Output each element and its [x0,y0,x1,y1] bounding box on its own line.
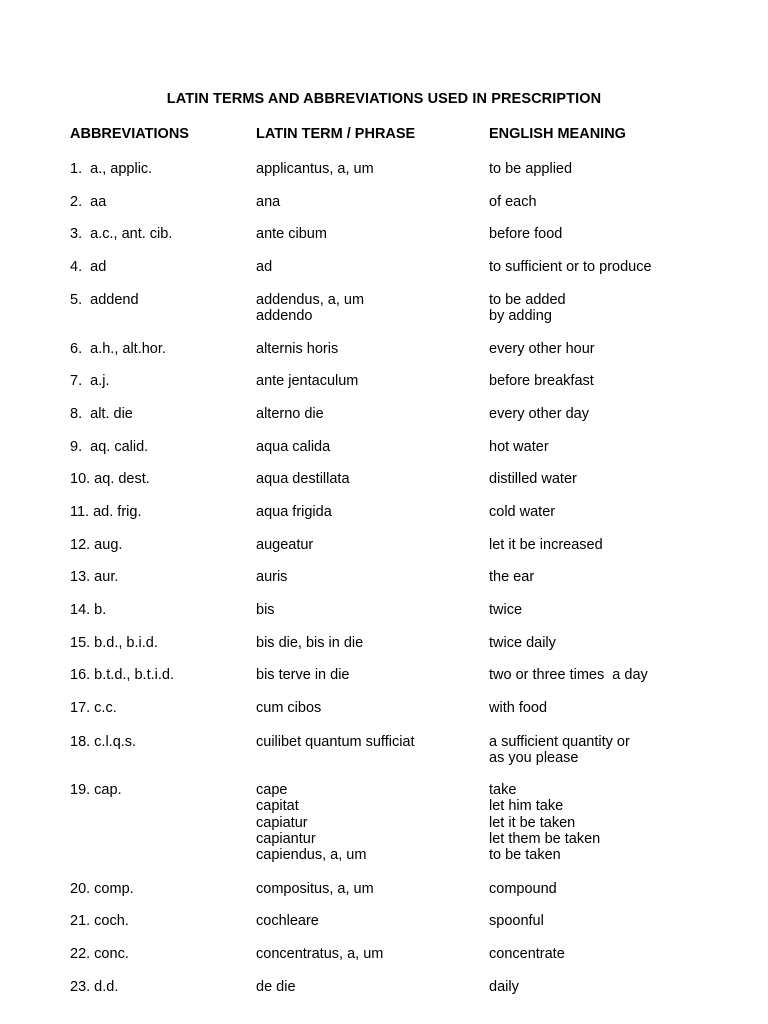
abbreviation-cell: 15. b.d., b.i.d. [70,635,158,651]
latin-term-cell-line: ana [256,194,281,210]
english-meaning-cell [489,667,648,683]
abbreviation-cell: 4. ad [70,259,107,275]
english-meaning-cell-line: with food [489,700,548,716]
english-meaning-cell [489,569,534,585]
header-latin-term: LATIN TERM / PHRASE [256,126,416,142]
english-meaning-cell [489,700,547,716]
abbreviation-cell: 3. a.c., ant. cib. [70,226,173,242]
english-meaning-cell [489,782,600,863]
abbreviation-cell: 14. b. [70,602,107,618]
english-meaning-cell [489,635,556,651]
english-meaning-cell-line: to be taken [489,847,561,864]
latin-term-cell-line: cochleare [256,913,319,929]
english-meaning-cell [489,881,557,897]
english-meaning-cell-line: every other day [489,406,589,422]
english-meaning-cell-line: twice daily [489,635,556,651]
latin-term-cell-line: ad [256,259,273,275]
english-meaning-cell-line: of each [489,194,537,210]
english-meaning-cell [489,373,594,389]
latin-term-cell-line: aqua calida [256,439,331,455]
abbreviation-cell: 9. aq. calid. [70,439,149,455]
abbreviation-cell: 11. ad. frig. [70,504,142,520]
latin-term-cell [256,341,338,357]
english-meaning-cell-line: twice [489,602,523,618]
english-meaning-cell [489,341,595,357]
latin-term-cell-line: capiantur [256,830,316,847]
latin-term-cell-line: cape [256,782,288,798]
abbreviation-cell: 6. a.h., alt.hor. [70,341,166,357]
english-meaning-cell-line: as you please [489,750,579,767]
abbreviation-cell: 13. aur. [70,569,119,585]
page-title: LATIN TERMS AND ABBREVIATIONS USED IN PRESCRIPTION [166,91,602,107]
english-meaning-cell-line: daily [489,979,519,995]
english-meaning-cell-line: take [489,782,517,798]
latin-term-cell [256,881,374,897]
english-meaning-cell [489,292,566,325]
latin-term-cell [256,734,415,750]
latin-term-cell-line: auris [256,569,288,585]
abbreviation-cell: 19. cap. [70,782,122,798]
abbreviation-cell: 17. c.c. [70,700,117,716]
english-meaning-cell [489,439,549,455]
english-meaning-cell [489,602,522,618]
header-abbreviations: ABBREVIATIONS [70,126,189,142]
abbreviation-cell: 22. conc. [70,946,129,962]
latin-term-cell [256,292,364,325]
abbreviation-cell: 12. aug. [70,537,123,553]
latin-term-cell-line: applicantus, a, um [256,161,374,177]
abbreviation-cell: 16. b.t.d., b.t.i.d. [70,667,174,683]
english-meaning-cell [489,537,603,553]
latin-term-cell-line: bis die, bis in die [256,635,364,651]
english-meaning-cell [489,504,555,520]
english-meaning-cell-line: before food [489,226,563,242]
latin-term-cell [256,471,350,487]
latin-term-cell [256,161,374,177]
english-meaning-cell [489,406,589,422]
latin-term-cell-line: augeatur [256,537,314,553]
english-meaning-cell-line: let it be taken [489,814,576,831]
english-meaning-cell [489,913,544,929]
latin-term-cell-line: alterno die [256,406,324,422]
latin-term-cell-line: bis terve in die [256,667,350,683]
english-meaning-cell-line: before breakfast [489,373,594,389]
english-meaning-cell [489,226,562,242]
latin-term-cell [256,373,358,389]
english-meaning-cell-line: spoonful [489,913,544,929]
latin-term-cell-line: bis [256,602,275,618]
english-meaning-cell-line: every other hour [489,341,595,357]
abbreviation-cell: 21. coch. [70,913,129,929]
latin-term-cell [256,700,321,716]
latin-term-cell-line: capiendus, a, um [256,847,367,864]
english-meaning-cell-line: compound [489,881,557,897]
latin-term-cell [256,259,272,275]
latin-term-cell [256,635,363,651]
latin-term-cell-line: ante cibum [256,226,327,242]
latin-term-cell-line: compositus, a, um [256,881,374,897]
abbreviation-cell: 7. a.j. [70,373,110,389]
latin-term-cell [256,406,324,422]
latin-term-cell-line: addendo [256,308,313,325]
english-meaning-cell-line: by adding [489,308,552,325]
english-meaning-cell-line: the ear [489,569,535,585]
english-meaning-cell [489,259,652,275]
header-english-meaning: ENGLISH MEANING [489,126,626,142]
latin-term-cell-line: aqua frigida [256,504,332,520]
latin-term-cell [256,782,366,863]
abbreviation-cell: 20. comp. [70,881,134,897]
abbreviation-cell: 18. c.l.q.s. [70,734,137,750]
english-meaning-cell-line: concentrate [489,946,565,962]
latin-term-cell-line: addendus, a, um [256,292,365,308]
english-meaning-cell-line: a sufficient quantity or [489,734,630,750]
latin-term-cell-line: cuilibet quantum sufficiat [256,734,415,750]
english-meaning-cell-line: to sufficient or to produce [489,259,652,275]
abbreviation-cell: 10. aq. dest. [70,471,150,487]
latin-term-cell-line: aqua destillata [256,471,350,487]
latin-term-cell [256,913,319,929]
latin-term-cell [256,537,313,553]
english-meaning-cell-line: hot water [489,439,549,455]
english-meaning-cell-line: to be applied [489,161,573,177]
latin-term-cell-line: cum cibos [256,700,322,716]
abbreviation-cell: 23. d.d. [70,979,119,995]
abbreviation-cell: 1. a., applic. [70,161,153,177]
latin-term-cell-line: de die [256,979,296,995]
english-meaning-cell-line: let them be taken [489,830,601,847]
english-meaning-cell-line: two or three times a day [489,667,648,683]
latin-term-cell [256,504,332,520]
latin-term-cell [256,226,327,242]
abbreviation-cell: 5. addend [70,292,139,308]
abbreviation-cell: 8. alt. die [70,406,133,422]
abbreviation-cell: 2. aa [70,194,107,210]
english-meaning-cell [489,471,577,487]
latin-term-cell-line: capiatur [256,814,308,831]
english-meaning-cell-line: let him take [489,798,564,815]
latin-term-cell [256,602,275,618]
latin-term-cell [256,979,296,995]
latin-term-cell [256,946,383,962]
english-meaning-cell [489,979,519,995]
latin-term-cell-line: capitat [256,798,299,815]
english-meaning-cell-line: distilled water [489,471,577,487]
english-meaning-cell [489,161,572,177]
latin-term-cell [256,667,350,683]
english-meaning-cell-line: let it be increased [489,537,603,553]
english-meaning-cell [489,946,565,962]
english-meaning-cell [489,734,630,767]
english-meaning-cell-line: cold water [489,504,556,520]
latin-term-cell-line: concentratus, a, um [256,946,384,962]
english-meaning-cell [489,194,537,210]
english-meaning-cell-line: to be added [489,292,566,308]
latin-term-cell [256,439,330,455]
latin-term-cell-line: ante jentaculum [256,373,359,389]
latin-term-cell [256,194,280,210]
latin-term-cell-line: alternis horis [256,341,339,357]
latin-term-cell [256,569,287,585]
